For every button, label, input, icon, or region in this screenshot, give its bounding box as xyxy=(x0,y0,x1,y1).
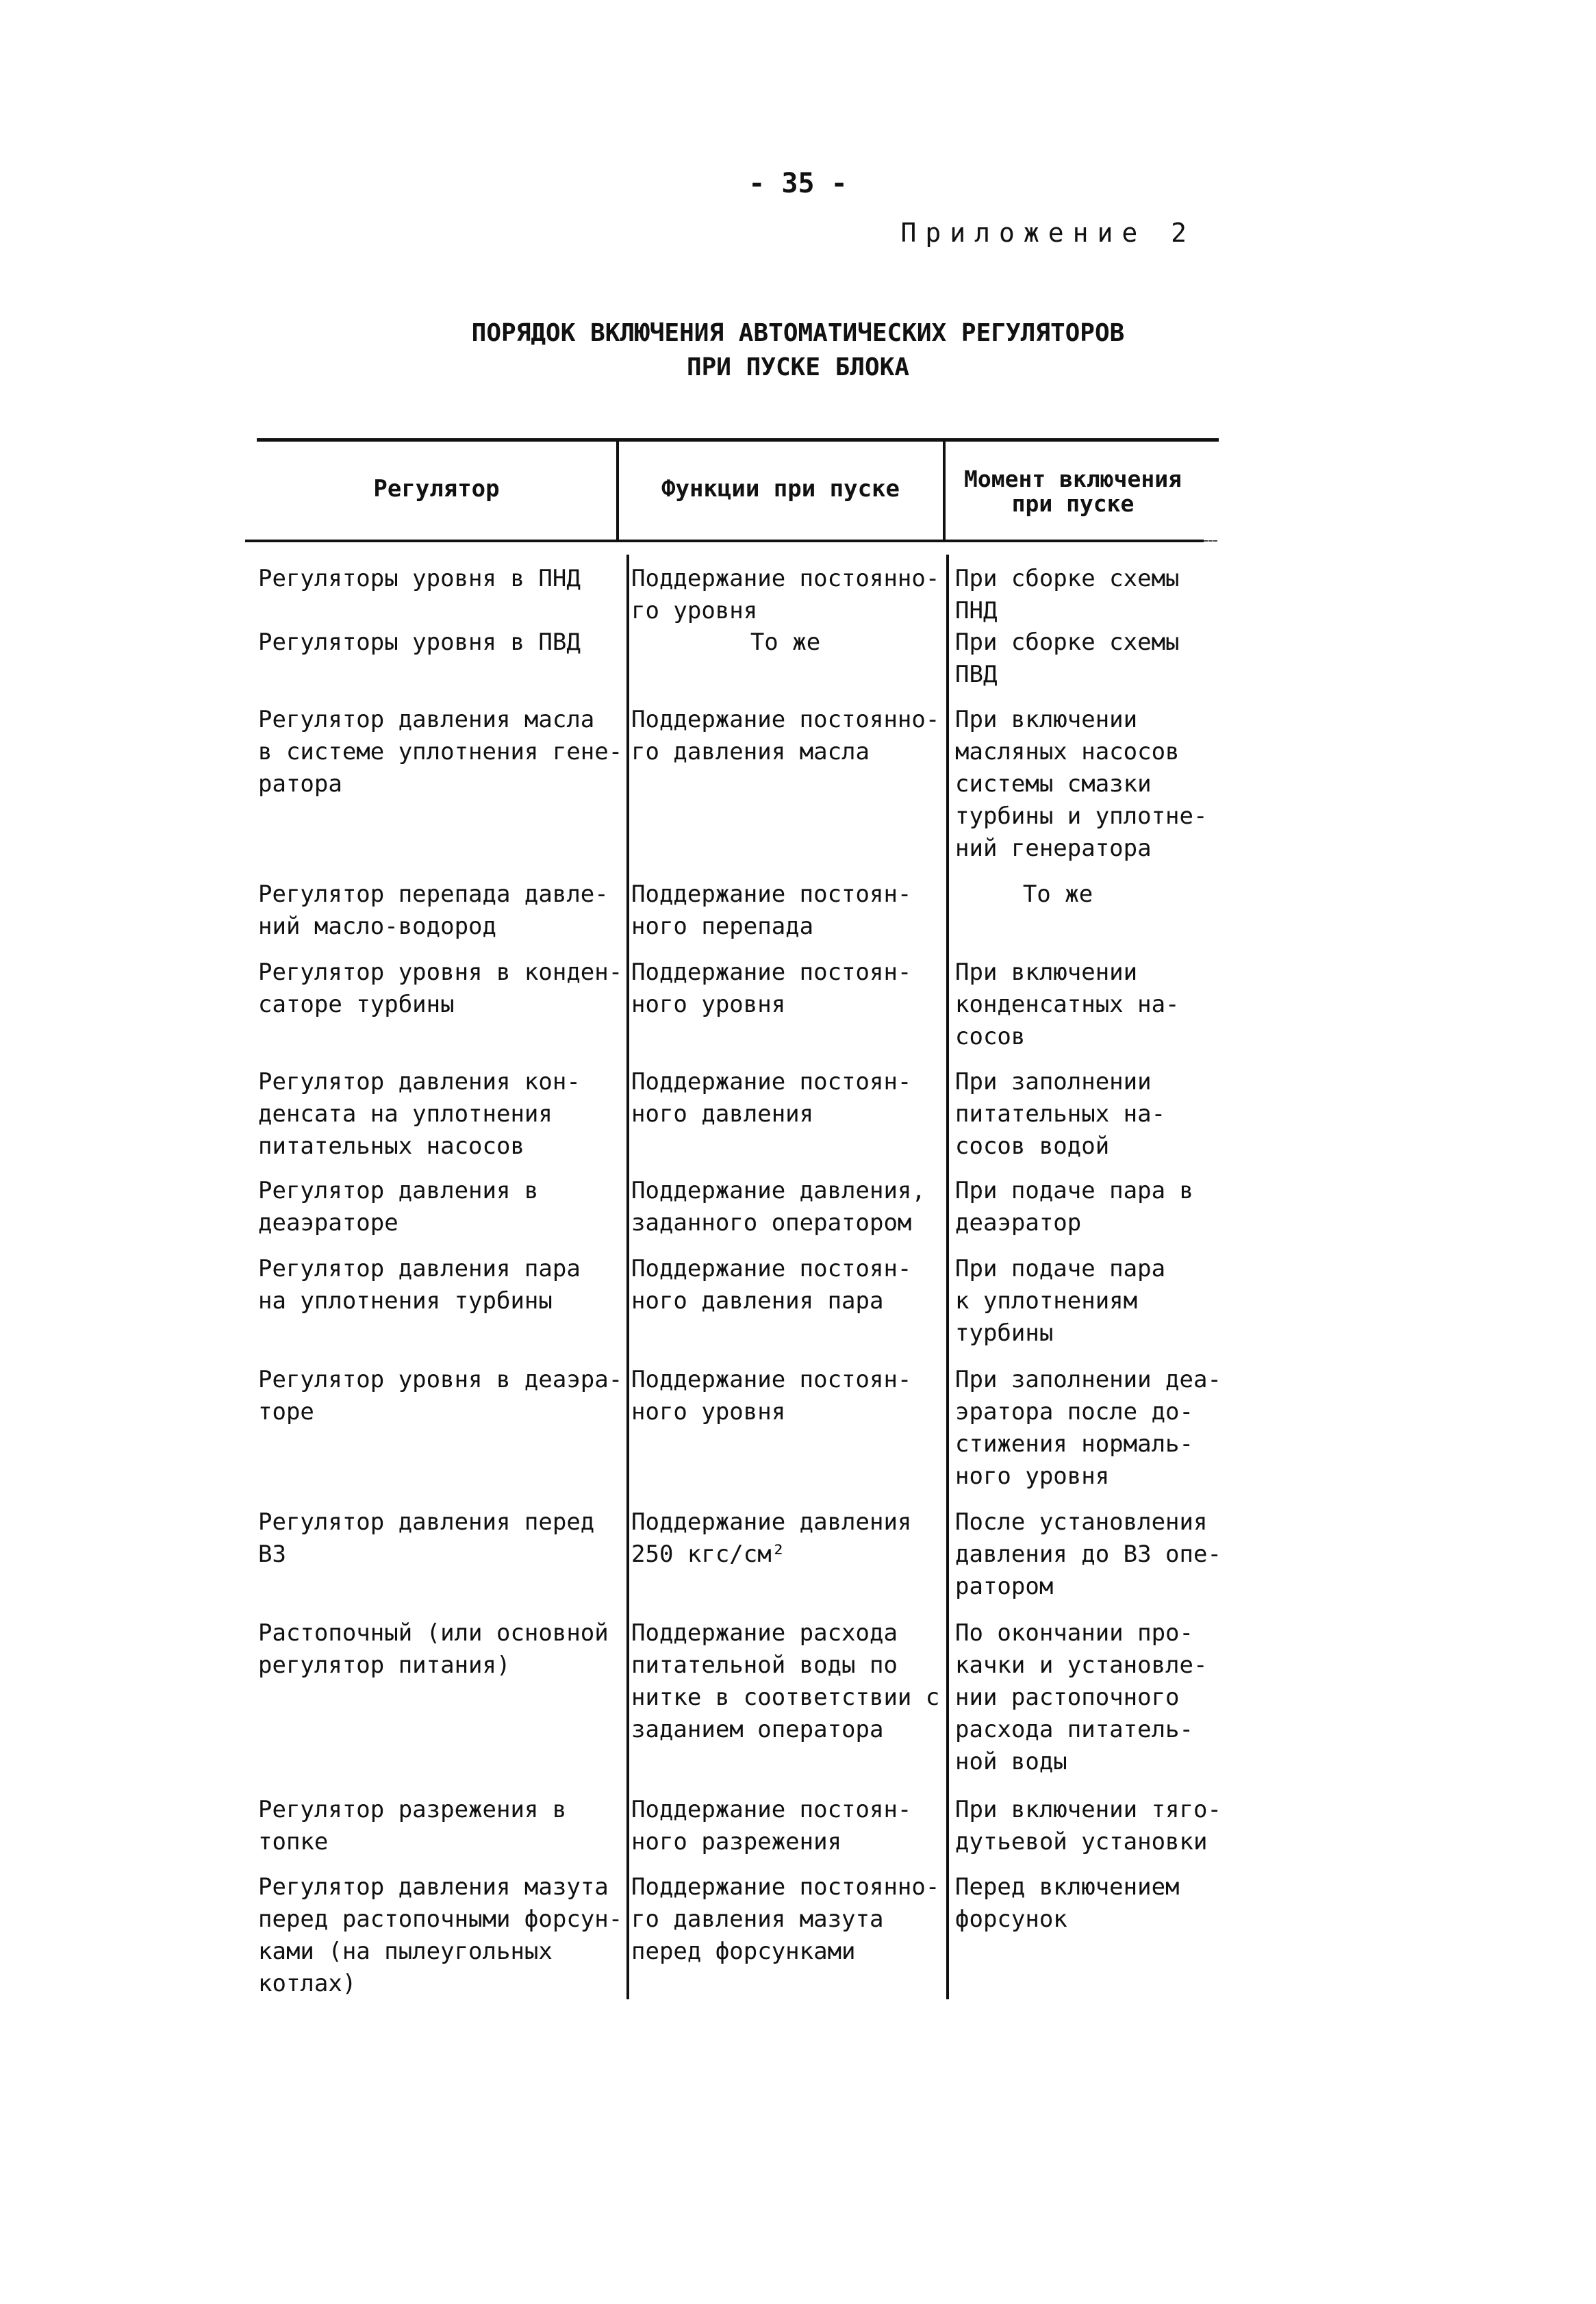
table-cell: Поддержание расхода питательной воды по нитке в соответствии с заданием оператора xyxy=(631,1619,940,1743)
table-cell: Поддержание постоянно- го давления масла xyxy=(631,706,940,765)
header-regulator: Регулятор xyxy=(373,475,500,503)
column-divider-1 xyxy=(616,438,619,541)
table-cell: После установления давления до ВЗ опе- ратором xyxy=(955,1508,1221,1600)
table-cell: При подаче пара в деаэратор xyxy=(955,1177,1193,1237)
table-cell: То же xyxy=(750,629,821,656)
table-cell: Регулятор давления масла в системе уплотнения гене- ратора xyxy=(258,706,623,798)
table-cell: Регулятор давления в деаэраторе xyxy=(258,1177,539,1237)
table-cell: Растопочный (или основной регулятор питания) xyxy=(258,1619,609,1679)
column-divider-2-body xyxy=(946,555,949,1999)
table-cell: Поддержание постоянно- го давления мазута перед форсунками xyxy=(631,1873,940,1965)
table-cell: При заполнении питательных на- сосов водой xyxy=(955,1068,1166,1160)
header-functions: Функции при пуске xyxy=(661,475,900,503)
table-cell: При подаче пара к уплотнениям турбины xyxy=(955,1255,1166,1347)
table-cell: Перед включением форсунок xyxy=(955,1873,1180,1933)
table-cell: Регулятор давления мазута перед растопочными форсун- ками (на пылеугольных котлах) xyxy=(258,1873,623,1997)
column-divider-1-body xyxy=(626,555,629,1999)
document-title xyxy=(0,316,1596,385)
table-cell: Регуляторы уровня в ПВД xyxy=(258,629,581,656)
table-cell: По окончании про- качки и установле- нии растопочного расхода питатель- ной воды xyxy=(955,1619,1208,1775)
title-line-2: ПРИ ПУСКЕ БЛОКА xyxy=(686,353,910,381)
table-cell: При сборке схемы ПВД xyxy=(955,629,1180,688)
table-cell: Регулятор давления пара на уплотнения турбины xyxy=(258,1255,581,1315)
table-cell: При включении тяго- дутьевой установки xyxy=(955,1796,1221,1856)
table-cell: Поддержание давления 250 кгс/см² xyxy=(631,1508,912,1568)
header-moment: Момент включения при пуске xyxy=(964,466,1182,517)
table-cell: То же xyxy=(1022,881,1093,908)
table-cell: При включении конденсатных на- сосов xyxy=(955,959,1180,1050)
table-cell: Поддержание постоян- ного давления пара xyxy=(631,1255,912,1315)
title-line-1: ПОРЯДОК ВКЛЮЧЕНИЯ АВТОМАТИЧЕСКИХ РЕГУЛЯТОРОВ xyxy=(471,319,1125,347)
table-cell: Поддержание давления, заданного оператором xyxy=(631,1177,926,1237)
table-cell: Регулятор уровня в деаэра- торе xyxy=(258,1366,623,1426)
table-cell: Регулятор уровня в конден- саторе турбины xyxy=(258,959,623,1018)
column-divider-2 xyxy=(943,438,946,541)
table-cell: Регулятор разрежения в топке xyxy=(258,1796,567,1856)
table-cell: Поддержание постоян- ного давления xyxy=(631,1068,912,1128)
table-cell: Регулятор давления перед ВЗ xyxy=(258,1508,595,1568)
table-cell: Поддержание постоянно- го уровня xyxy=(631,565,940,624)
table-cell: При сборке схемы ПНД xyxy=(955,565,1180,624)
header-bottom-rule xyxy=(245,540,1204,542)
header-bottom-rule-dotted xyxy=(1204,540,1217,542)
table-cell: Регулятор давления кон- денсата на уплотнения питательных насосов xyxy=(258,1068,581,1160)
table-cell: Поддержание постоян- ного уровня xyxy=(631,1366,912,1426)
table-cell: Регуляторы уровня в ПНД xyxy=(258,565,581,592)
table-cell: При включении масляных насосов системы смазки турбины и уплотне- ний генератора xyxy=(955,706,1208,862)
table-top-rule xyxy=(257,438,1219,442)
table-cell: Регулятор перепада давле- ний масло-водород xyxy=(258,881,609,940)
table-cell: При заполнении деа- эратора после до- стижения нормаль- ного уровня xyxy=(955,1366,1221,1490)
table-cell: Поддержание постоян- ного уровня xyxy=(631,959,912,1018)
page-number: - 35 - xyxy=(748,168,848,199)
appendix-label: Приложение 2 xyxy=(900,218,1195,248)
table-cell: Поддержание постоян- ного разрежения xyxy=(631,1796,912,1856)
table-cell: Поддержание постоян- ного перепада xyxy=(631,881,912,940)
